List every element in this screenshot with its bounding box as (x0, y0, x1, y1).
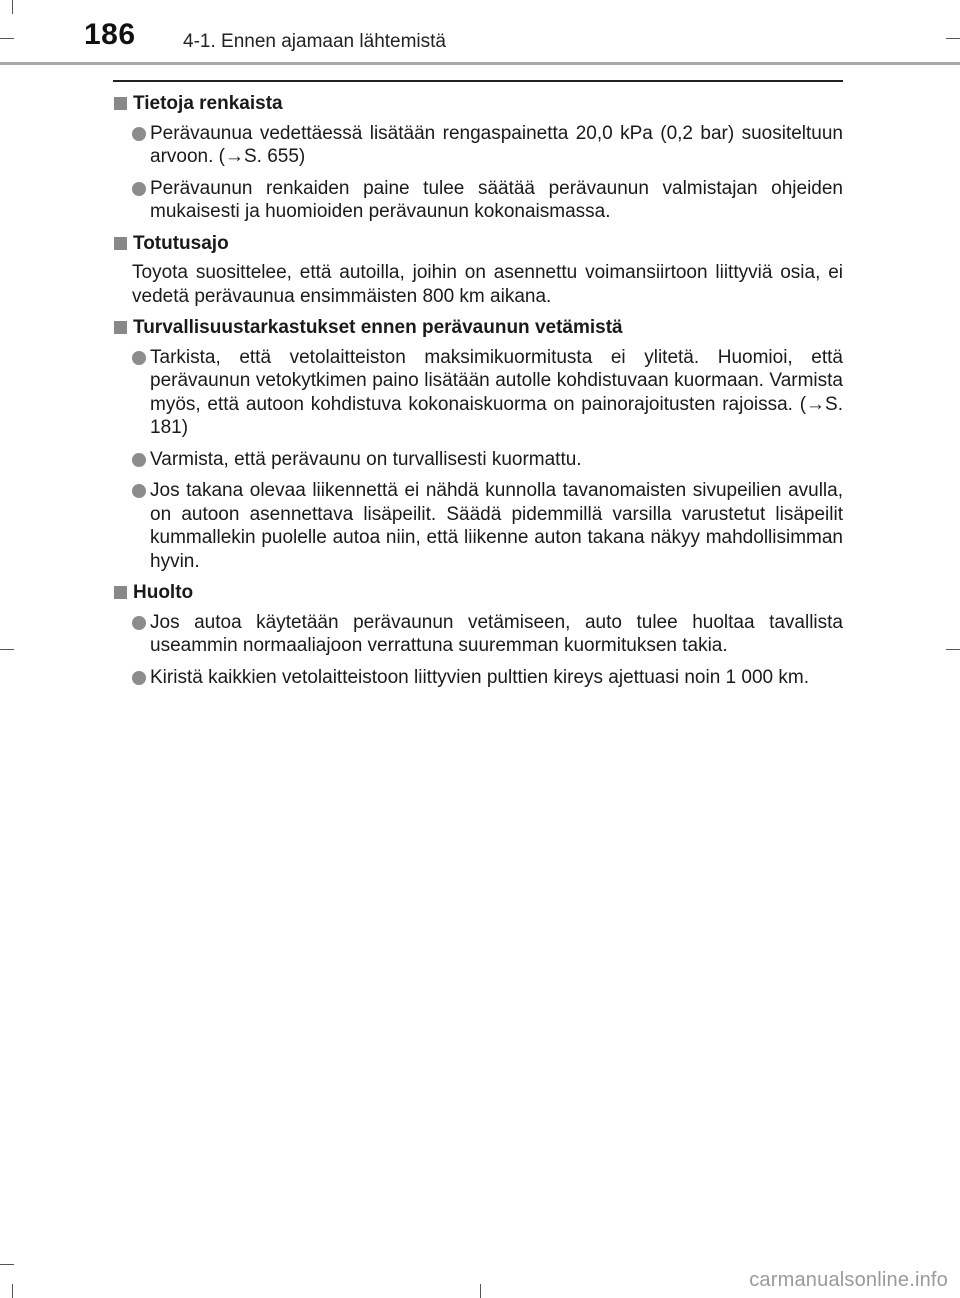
chapter-title: 4-1. Ennen ajamaan lähtemistä (183, 31, 446, 52)
list-item-text: Perävaunua vedettäessä lisätään rengaspainetta 20,0 kPa (0,2 bar) suositeltuun arvoon. (→S. 655) (150, 122, 843, 167)
header-divider (0, 62, 960, 65)
list-item (113, 479, 843, 573)
section-title: Huolto (133, 582, 194, 603)
list-item-text: Varmista, että perävaunu on turvallisesti kuormattu. (150, 448, 582, 470)
crop-mark (0, 649, 14, 650)
list-item (113, 611, 843, 658)
crop-mark (480, 1284, 481, 1298)
section-tire-info (113, 92, 843, 224)
content-divider (113, 80, 843, 82)
list-item (113, 122, 843, 169)
list-item-text: Jos autoa käytetään perävaunun vetämiseen, auto tulee huoltaa tavallista useammin normaaliajoon verrattuna suuremman kuormituksen takia. (150, 611, 843, 656)
section-heading (113, 232, 843, 256)
section-heading (113, 581, 843, 605)
circle-bullet-icon (132, 453, 146, 467)
square-bullet-icon (114, 586, 127, 599)
section-break-in (113, 232, 843, 309)
list-item (113, 448, 843, 472)
watermark: carmanualsonline.info (749, 1269, 948, 1291)
circle-bullet-icon (132, 127, 146, 141)
section-safety-checks (113, 316, 843, 573)
list-item-text: Tarkista, että vetolaitteiston maksimikuormitusta ei ylitetä. Huomioi, että perävaunun vetokytkimen paino lisätään autolle kohdistuvaan kuormaan. Varmista myös, että autoon kohdistuva kokonaiskuorma on painorajoitusten rajoissa. (→S. 181) (150, 346, 843, 438)
section-maintenance (113, 581, 843, 689)
circle-bullet-icon (132, 351, 146, 365)
circle-bullet-icon (132, 616, 146, 630)
list-item (113, 666, 843, 690)
circle-bullet-icon (132, 671, 146, 685)
section-title: Turvallisuustarkastukset ennen perävaunun vetämistä (133, 317, 623, 338)
page-content (113, 92, 843, 697)
square-bullet-icon (114, 237, 127, 250)
square-bullet-icon (114, 97, 127, 110)
crop-mark (12, 1284, 13, 1298)
bullet-list (113, 611, 843, 690)
section-title: Totutusajo (133, 232, 229, 254)
crop-mark (0, 1264, 14, 1265)
list-item (113, 177, 843, 224)
page-header (0, 0, 960, 68)
bullet-list (113, 122, 843, 224)
list-item-text: Perävaunun renkaiden paine tulee säätää perävaunun valmistajan ohjeiden mukaisesti ja huomioiden perävaunun kokonaismassa. (150, 177, 843, 222)
square-bullet-icon (114, 321, 127, 334)
section-paragraph: Toyota suosittelee, että autoilla, joihin on asennettu voimansiirtoon liittyviä osia, ei vedetä perävaunua ensimmäisten 800 km aikana. (132, 262, 843, 307)
crop-mark (946, 649, 960, 650)
circle-bullet-icon (132, 484, 146, 498)
list-item (113, 346, 843, 440)
list-item-text: Kiristä kaikkien vetolaitteistoon liittyvien pulttien kireys ajettuasi noin 1 000 km. (150, 666, 809, 688)
page-number: 186 (84, 18, 136, 51)
section-heading (113, 316, 843, 340)
circle-bullet-icon (132, 182, 146, 196)
list-item-text: Jos takana olevaa liikennettä ei nähdä kunnolla tavanomaisten sivupeilien avulla, on autoon asennettava lisäpeilit. Säädä pidemmillä varsilla varustetut lisäpeilit kummallekin puolelle autoa niin, että liikenne auton takana näkyy mahdollisimman hyvin. (150, 480, 843, 572)
section-title: Tietoja renkaista (133, 93, 283, 114)
section-heading (113, 92, 843, 116)
bullet-list (113, 346, 843, 574)
